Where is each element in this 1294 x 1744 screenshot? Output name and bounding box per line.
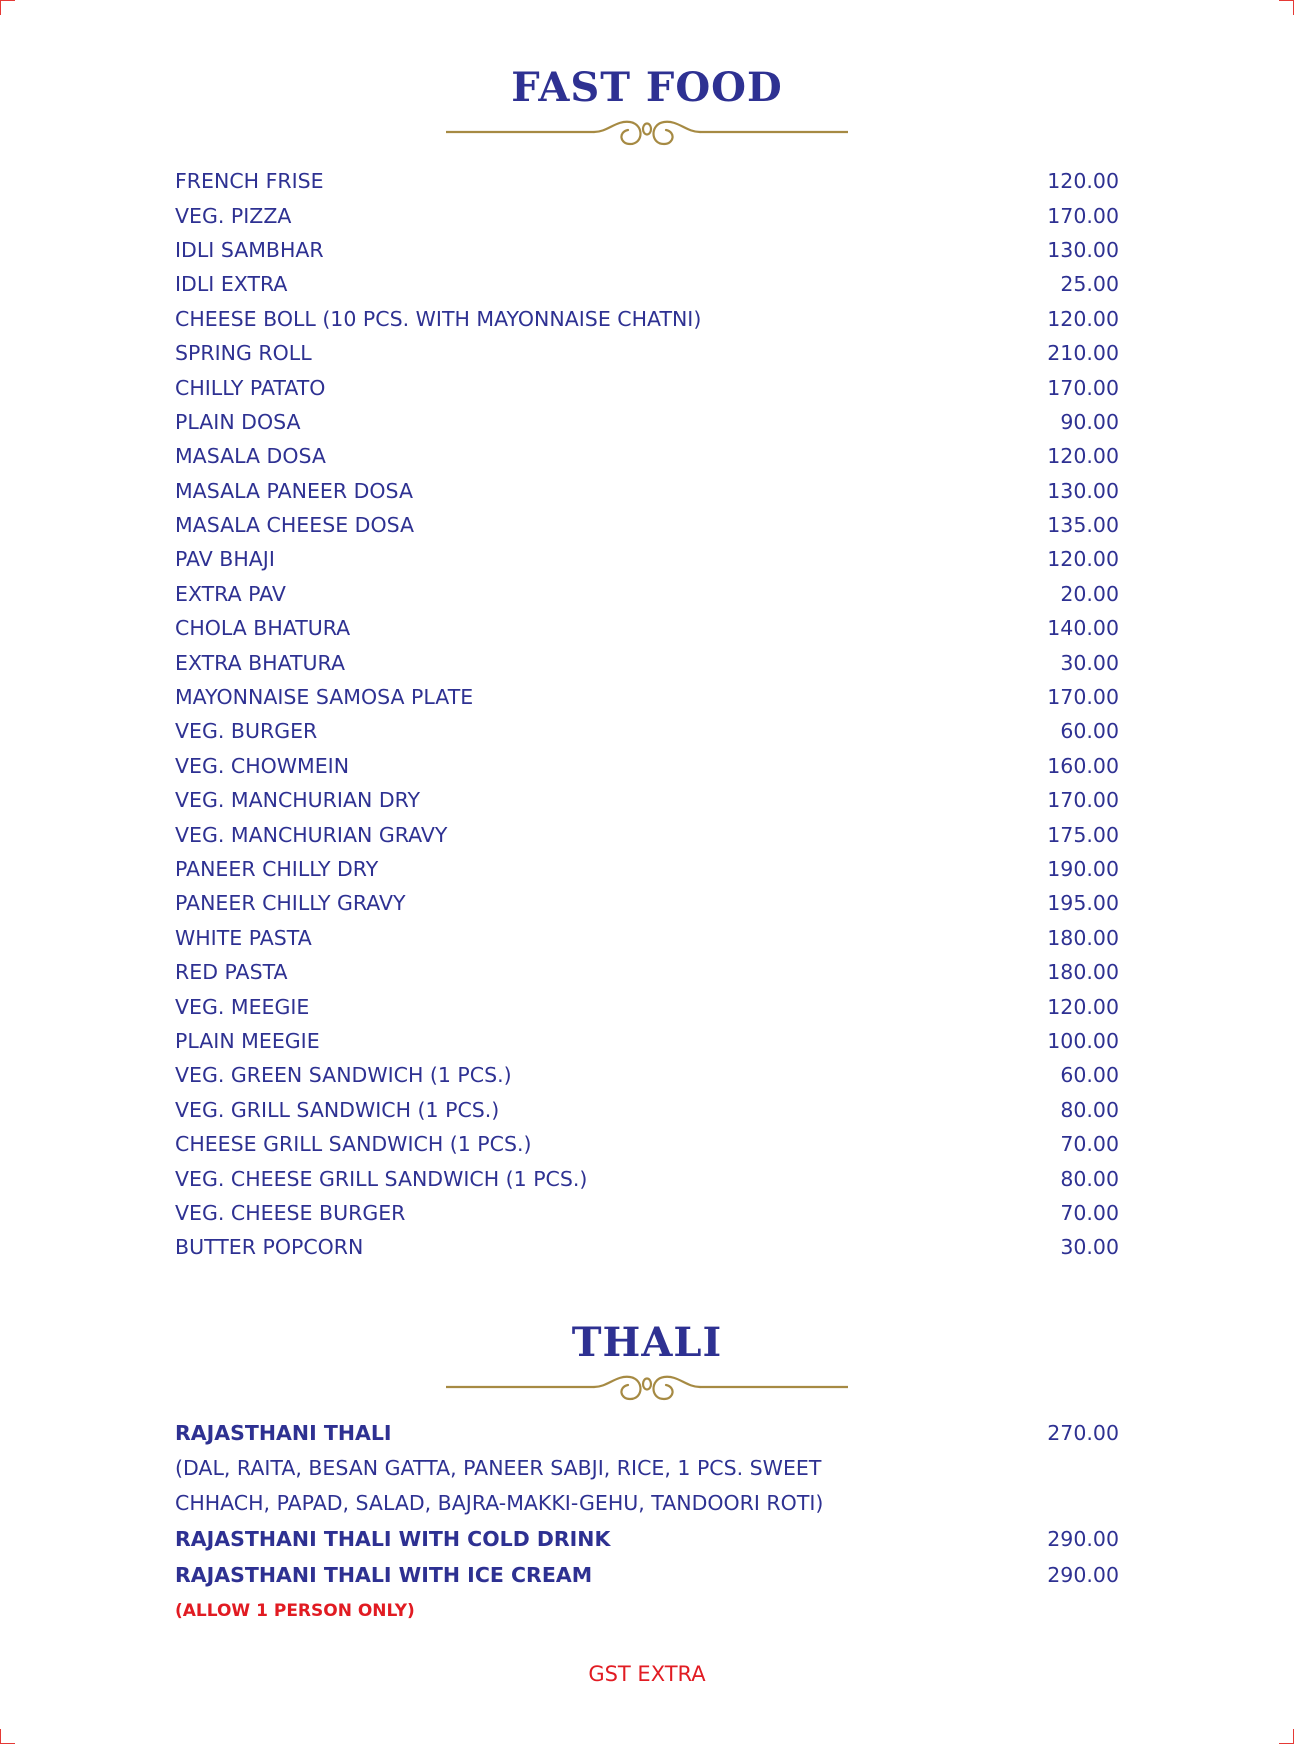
thali-item [175, 1415, 1119, 1451]
menu-item-name: CHEESE BOLL (10 PCS. WITH MAYONNAISE CHATNI) [175, 306, 702, 331]
menu-item [175, 1058, 1119, 1092]
menu-item [175, 886, 1119, 920]
menu-item-price: 90.00 [1060, 409, 1119, 434]
menu-item-name: CHEESE GRILL SANDWICH (1 PCS.) [175, 1132, 532, 1157]
menu-item-name: MAYONNAISE SAMOSA PLATE [175, 685, 474, 710]
menu-item-price: 160.00 [1047, 753, 1119, 778]
crop-mark-top-left [0, 0, 15, 15]
menu-item-name: IDLI SAMBHAR [175, 237, 324, 262]
menu-item-price: 170.00 [1047, 375, 1119, 400]
crop-mark-bottom-left [0, 1729, 15, 1744]
menu-item [175, 267, 1119, 301]
menu-item [175, 817, 1119, 851]
menu-item [175, 1161, 1119, 1195]
thali-item [175, 1557, 1119, 1593]
menu-item-price: 170.00 [1047, 788, 1119, 813]
menu-item [175, 955, 1119, 989]
menu-item [175, 645, 1119, 679]
menu-item [175, 370, 1119, 404]
menu-item-price: 120.00 [1047, 994, 1119, 1019]
menu-item-price: 210.00 [1047, 341, 1119, 366]
menu-item-price: 175.00 [1047, 822, 1119, 847]
thali-description [175, 1451, 1119, 1522]
menu-item-price: 120.00 [1047, 306, 1119, 331]
menu-item-price: 180.00 [1047, 925, 1119, 950]
menu-item-price: 190.00 [1047, 857, 1119, 881]
menu-item [175, 1024, 1119, 1058]
menu-item [175, 508, 1119, 542]
menu-item [175, 1196, 1119, 1230]
menu-item-name: WHITE PASTA [175, 925, 312, 950]
menu-item-name: PANEER CHILLY GRAVY [175, 891, 406, 916]
menu-item [175, 611, 1119, 645]
menu-item [175, 336, 1119, 370]
menu-item-price: 80.00 [1060, 1097, 1119, 1122]
menu-item-name: PAV BHAJI [175, 547, 275, 572]
menu-item-price: 30.00 [1060, 650, 1119, 675]
menu-item [175, 439, 1119, 473]
menu-item-price: 70.00 [1060, 1132, 1119, 1157]
menu-item [175, 302, 1119, 336]
menu-item [175, 198, 1119, 232]
menu-item-name: VEG. MANCHURIAN DRY [175, 788, 421, 813]
menu-item-price: 130.00 [1047, 478, 1119, 503]
menu-item-name: FRENCH FRISE [175, 169, 324, 194]
menu-item-name: VEG. MEEGIE [175, 994, 310, 1019]
thali-description-line: CHHACH, PAPAD, SALAD, BAJRA-MAKKI-GEHU, TANDOORI ROTI) [175, 1491, 824, 1515]
menu-item-price: 30.00 [1060, 1235, 1119, 1260]
menu-item [175, 921, 1119, 955]
menu-item-name: VEG. CHEESE GRILL SANDWICH (1 PCS.) [175, 1166, 588, 1191]
thali-item-price: 270.00 [1047, 1420, 1119, 1445]
thali-person-note: (ALLOW 1 PERSON ONLY) [175, 1600, 415, 1621]
menu-item-price: 60.00 [1060, 719, 1119, 744]
menu-item-price: 25.00 [1060, 272, 1119, 297]
menu-item-name: VEG. GREEN SANDWICH (1 PCS.) [175, 1063, 512, 1088]
menu-item-price: 80.00 [1060, 1166, 1119, 1191]
menu-item [175, 1093, 1119, 1127]
fast-food-list [175, 164, 1119, 1265]
menu-item [175, 542, 1119, 576]
menu-item-name: VEG. GRILL SANDWICH (1 PCS.) [175, 1097, 500, 1122]
menu-item-price: 100.00 [1047, 1028, 1119, 1053]
menu-item [175, 714, 1119, 748]
menu-item [175, 680, 1119, 714]
thali-scroll-divider-icon [446, 1367, 848, 1411]
menu-item [175, 1230, 1119, 1264]
menu-item-price: 120.00 [1047, 547, 1119, 572]
menu-item-name: CHILLY PATATO [175, 375, 326, 400]
thali-description-line: (DAL, RAITA, BESAN GATTA, PANEER SABJI, RICE, 1 PCS. SWEET [175, 1455, 822, 1480]
menu-item [175, 783, 1119, 817]
menu-item [175, 164, 1119, 198]
menu-item-name: MASALA PANEER DOSA [175, 478, 413, 503]
menu-item-name: CHOLA BHATURA [175, 616, 351, 641]
menu-item-price: 20.00 [1060, 581, 1119, 606]
menu-item-name: VEG. MANCHURIAN GRAVY [175, 822, 448, 847]
gst-extra-note: GST EXTRA [588, 1662, 706, 1686]
menu-item-price: 140.00 [1047, 616, 1119, 641]
menu-item-price: 170.00 [1047, 203, 1119, 228]
menu-item [175, 233, 1119, 267]
menu-item-price: 60.00 [1060, 1063, 1119, 1088]
thali-item [175, 1522, 1119, 1558]
thali-item-name: RAJASTHANI THALI WITH COLD DRINK [175, 1527, 611, 1552]
menu-item [175, 852, 1119, 886]
menu-item-name: IDLI EXTRA [175, 272, 288, 297]
menu-item [175, 474, 1119, 508]
menu-item [175, 989, 1119, 1023]
fast-food-scroll-divider-icon [446, 112, 848, 156]
menu-item-price: 180.00 [1047, 960, 1119, 985]
menu-item-name: RED PASTA [175, 960, 288, 985]
menu-item-name: MASALA DOSA [175, 444, 326, 469]
menu-item-name: PLAIN DOSA [175, 409, 301, 434]
menu-item-name: SPRING ROLL [175, 341, 312, 366]
menu-item-price: 135.00 [1047, 513, 1119, 538]
crop-mark-top-right [1279, 0, 1294, 15]
menu-item-name: VEG. CHOWMEIN [175, 753, 350, 778]
menu-item [175, 577, 1119, 611]
menu-item-name: EXTRA BHATURA [175, 650, 345, 675]
fast-food-title: FAST FOOD [511, 64, 783, 111]
menu-item-name: VEG. CHEESE BURGER [175, 1200, 406, 1225]
thali-list [175, 1415, 1119, 1629]
thali-item-price: 290.00 [1047, 1527, 1119, 1552]
menu-item-price: 195.00 [1047, 891, 1119, 916]
menu-item-name: PLAIN MEEGIE [175, 1028, 320, 1053]
menu-item-price: 170.00 [1047, 685, 1119, 710]
crop-mark-bottom-right [1279, 1729, 1294, 1744]
menu-item [175, 749, 1119, 783]
thali-item-price: 290.00 [1047, 1562, 1119, 1587]
menu-item-name: VEG. BURGER [175, 719, 318, 744]
menu-item-name: VEG. PIZZA [175, 203, 292, 228]
menu-item-name: PANEER CHILLY DRY [175, 857, 379, 881]
thali-item-name: RAJASTHANI THALI WITH ICE CREAM [175, 1562, 593, 1587]
menu-item-price: 120.00 [1047, 444, 1119, 469]
menu-item [175, 405, 1119, 439]
menu-item-name: EXTRA PAV [175, 581, 286, 606]
menu-item-price: 70.00 [1060, 1200, 1119, 1225]
menu-item-name: BUTTER POPCORN [175, 1235, 364, 1260]
menu-item-name: MASALA CHEESE DOSA [175, 513, 415, 538]
thali-title: THALI [571, 1319, 723, 1366]
menu-item-price: 130.00 [1047, 237, 1119, 262]
menu-item [175, 1127, 1119, 1161]
menu-item-price: 120.00 [1047, 169, 1119, 194]
thali-item-name: RAJASTHANI THALI [175, 1420, 392, 1445]
